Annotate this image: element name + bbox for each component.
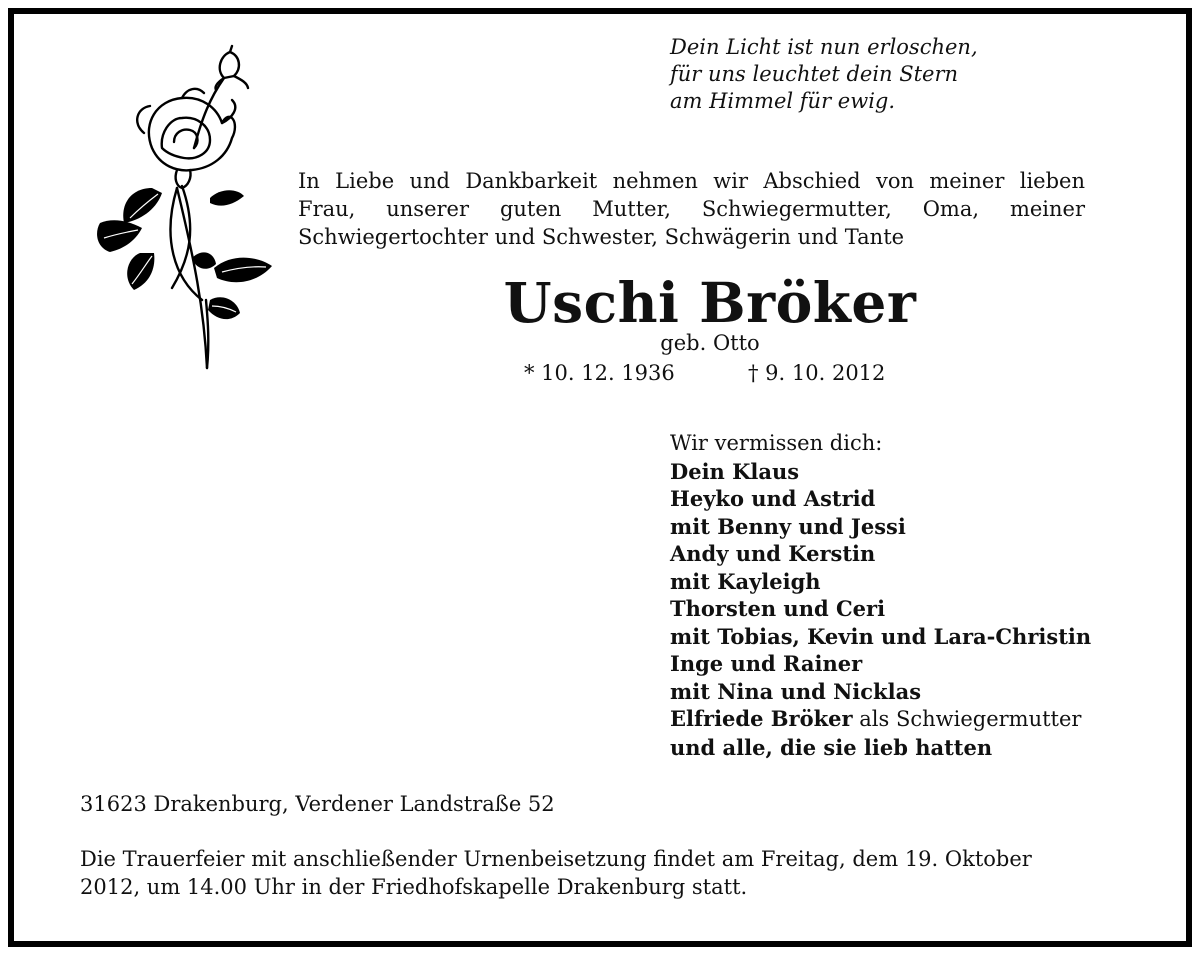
intro-text <box>298 167 1085 251</box>
notice-line: 2012, um 14.00 Uhr in der Friedhofskapelle Drakenburg statt. <box>80 875 748 899</box>
family-member: Inge und Rainer <box>670 651 863 676</box>
family-member: mit Nina und Nicklas <box>670 678 922 704</box>
death-date: † 9. 10. 2012 <box>748 361 886 385</box>
motto-line: Dein Licht ist nun erloschen, <box>670 35 978 59</box>
family-member: Dein Klaus <box>670 458 800 484</box>
family-member: Heyko und Astrid <box>670 486 876 511</box>
mother-in-law-name: Elfriede Bröker <box>670 706 853 731</box>
intro-line: Schwiegertochter und Schwester, Schwägerin und Tante <box>298 225 905 249</box>
family-member: mit Kayleigh <box>670 568 821 594</box>
mother-in-law-role: als Schwiegermutter <box>859 707 1082 731</box>
family-list <box>670 430 1150 761</box>
family-member: mit Benny und Jessi <box>670 513 906 539</box>
family-member: mit Tobias, Kevin und Lara-Christin <box>670 623 1092 649</box>
birth-date: * 10. 12. 1936 <box>524 361 675 385</box>
rose-icon <box>82 38 287 388</box>
motto-verse <box>670 34 1110 115</box>
family-member: Andy und Kerstin <box>670 541 876 566</box>
family-closing: und alle, die sie lieb hatten <box>670 734 993 760</box>
address: 31623 Drakenburg, Verdener Landstraße 52 <box>80 792 555 816</box>
family-member: Thorsten und Ceri <box>670 596 886 621</box>
funeral-notice <box>80 845 1120 901</box>
deceased-name: Uschi Bröker <box>503 270 917 335</box>
motto-line: am Himmel für ewig. <box>670 89 896 113</box>
notice-line: Die Trauerfeier mit anschließender Urnenbeisetzung findet am Freitag, dem 19. Oktober <box>80 847 1032 871</box>
mother-in-law-line <box>670 705 1150 734</box>
motto-line: für uns leuchtet dein Stern <box>670 62 959 86</box>
life-dates <box>300 359 1120 387</box>
born-name: geb. Otto <box>660 331 760 355</box>
intro-line: Frau, unserer guten Mutter, Schwiegermutter, Oma, meiner <box>298 197 1085 221</box>
intro-line: In Liebe und Dankbarkeit nehmen wir Abschied von meiner lieben <box>298 169 1085 193</box>
family-intro: Wir vermissen dich: <box>670 431 883 455</box>
